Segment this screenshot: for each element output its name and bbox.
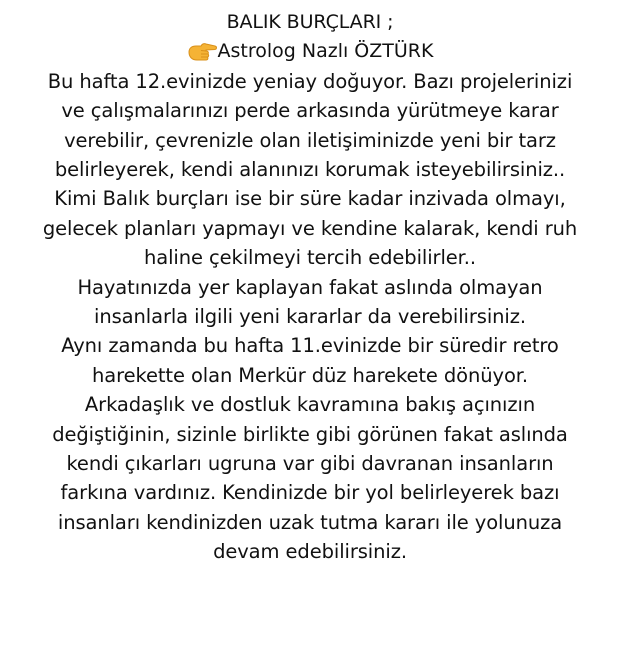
body-line: haline çekilmeyi tercih edebilirler.. xyxy=(144,246,476,270)
backhand-index-pointing-right-icon xyxy=(187,40,217,64)
body-line: ve çalışmalarınızı perde arkasında yürütmeye karar xyxy=(61,99,559,123)
body-line: Arkadaşlık ve dostluk kavramına bakış açınızın xyxy=(84,393,536,417)
body-line: Aynı zamanda bu hafta 11.evinizde bir süredir retro xyxy=(61,334,559,358)
author-name: Astrolog Nazlı ÖZTÜRK xyxy=(217,40,434,63)
document-title: BALIK BURÇLARI ; xyxy=(226,11,394,33)
body-line: Kimi Balık burçları ise bir süre kadar inzivada olmayı, xyxy=(54,187,566,211)
body-line: belirleyerek, kendi alanınızı korumak isteyebilirsiniz.. xyxy=(54,158,566,182)
body-line: farkına vardınız. Kendinizde bir yol belirleyerek bazı xyxy=(60,481,560,505)
body-line: Hayatınızda yer kaplayan fakat aslında olmayan xyxy=(77,275,543,299)
body-line: insanlarla ilgili yeni kararlar da verebilirsiniz. xyxy=(94,305,526,329)
document-body xyxy=(0,67,620,567)
body-line: değiştiğinin, sizinle birlikte gibi görünen fakat aslında xyxy=(52,422,568,446)
body-line: devam edebilirsiniz. xyxy=(213,540,407,564)
author-row xyxy=(0,37,620,66)
body-line: kendi çıkarları ugruna var gibi davranan insanların xyxy=(66,452,554,476)
body-line: gelecek planları yapmayı ve kendine kalarak, kendi ruh xyxy=(42,216,578,240)
body-line: insanları kendinizden uzak tutma kararı ile yolunuza xyxy=(57,510,563,534)
body-line: harekette olan Merkür düz harekete dönüyor. xyxy=(91,363,529,387)
body-line: Bu hafta 12.evinizde yeniay doğuyor. Bazı projelerinizi xyxy=(47,69,573,93)
body-line: verebilir, çevrenizle olan iletişiminizde yeni bir tarz xyxy=(64,128,556,152)
